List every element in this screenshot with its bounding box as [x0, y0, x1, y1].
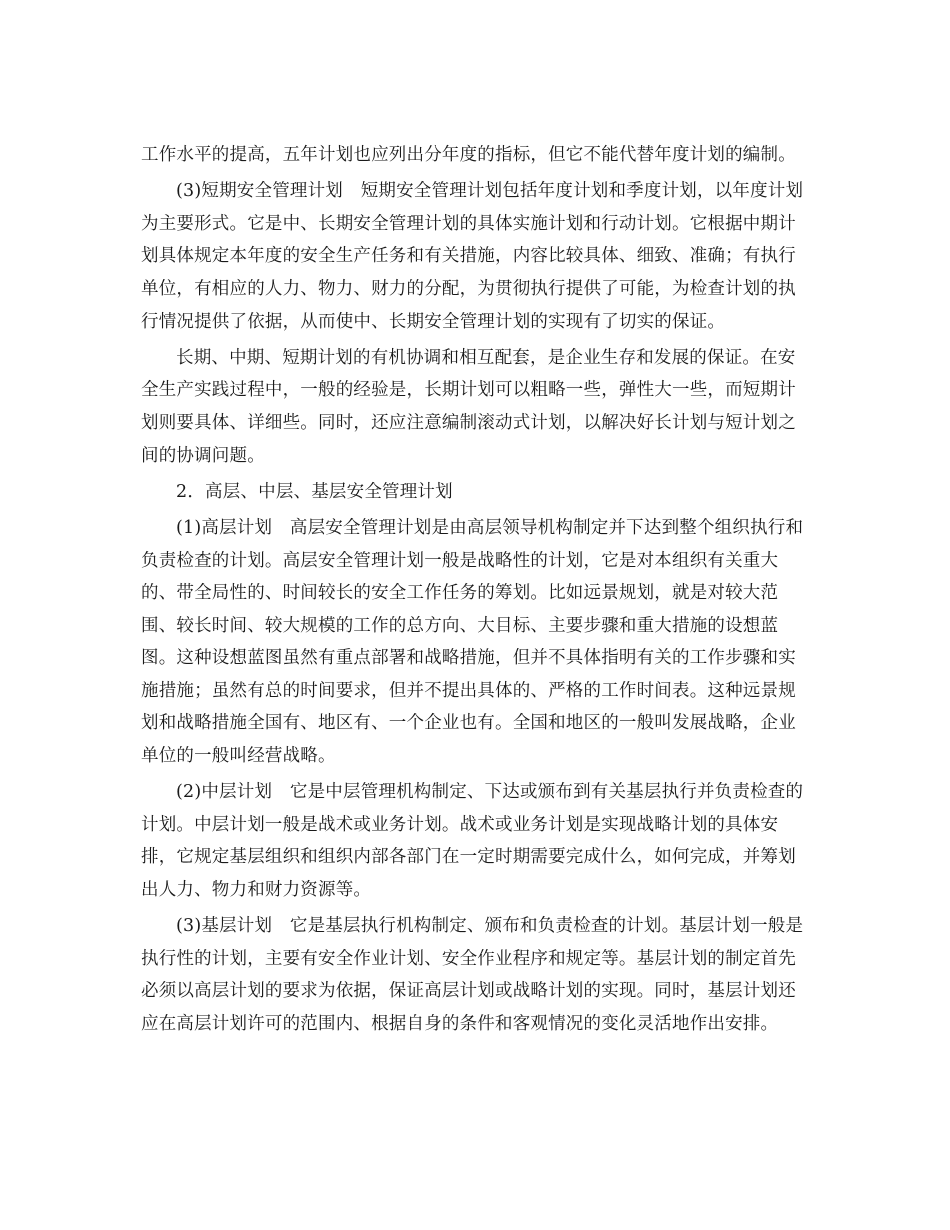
paragraph-high-level-plan: (1)高层计划 高层安全管理计划是由高层领导机构制定并下达到整个组织执行和负责检查的计划。高层安全管理计划一般是战略性的计划，它是对本组织有关重大的、带全局性的、时间较长的安全工作任务的筹划。比如远景规划，就是对较大范围、较长时间、较大规模的工作的总方向、大目标、主要步骤和重大措施的设想蓝图。这种设想蓝图虽然有重点部署和战略措施，但并不具体指明有关的工作步骤和实施措施；虽然有总的时间要求，但并不提出具体的、严格的工作时间表。这种远景规划和战略措施全国有、地区有、一个企业也有。全国和地区的一般叫发展战略，企业单位的一般叫经营战略。	[141, 517, 804, 767]
document-body	[141, 139, 811, 1044]
paragraph-1: 工作水平的提高，五年计划也应列出分年度的指标，但它不能代替年度计划的编制。	[141, 145, 796, 165]
section-heading-levels: 2．高层、中层、基层安全管理计划	[176, 481, 453, 502]
paragraph-plan-coordination: 长期、中期、短期计划的有机协调和相互配套，是企业生存和发展的保证。在安全生产实践过程中，一般的经验是，长期计划可以粗略一些，弹性大一些，而短期计划则要具体、详细些。同时，还应注意编制滚动式计划，以解决好长计划与短计划之间的协调问题。	[141, 347, 796, 466]
paragraph-base-level-plan: (3)基层计划 它是基层执行机构制定、颁布和负责检查的计划。基层计划一般是执行性的计划，主要有安全作业计划、安全作业程序和规定等。基层计划的制定首先必须以高层计划的要求为依据，保证高层计划或战略计划的实现。同时，基层计划还应在高层计划许可的范围内、根据自身的条件和客观情况的变化灵活地作出安排。	[141, 916, 804, 1034]
paragraph-mid-level-plan: (2)中层计划 它是中层管理机构制定、下达或颁布到有关基层执行并负责检查的计划。中层计划一般是战术或业务计划。战术或业务计划是实现战略计划的具体安排，它规定基层组织和组织内部各部门在一定时期需要完成什么，如何完成，并筹划出人力、物力和财力资源等。	[141, 782, 804, 901]
paragraph-short-term-plan: (3)短期安全管理计划 短期安全管理计划包括年度计划和季度计划，以年度计划为主要形式。它是中、长期安全管理计划的具体实施计划和行动计划。它根据中期计划具体规定本年度的安全生产任务和有关措施，内容比较具体、细致、准确；有执行单位，有相应的人力、物力、财力的分配，为贯彻执行提供了可能，为检查计划的执行情况提供了依据，从而使中、长期安全管理计划的实现有了切实的保证。	[141, 181, 804, 332]
